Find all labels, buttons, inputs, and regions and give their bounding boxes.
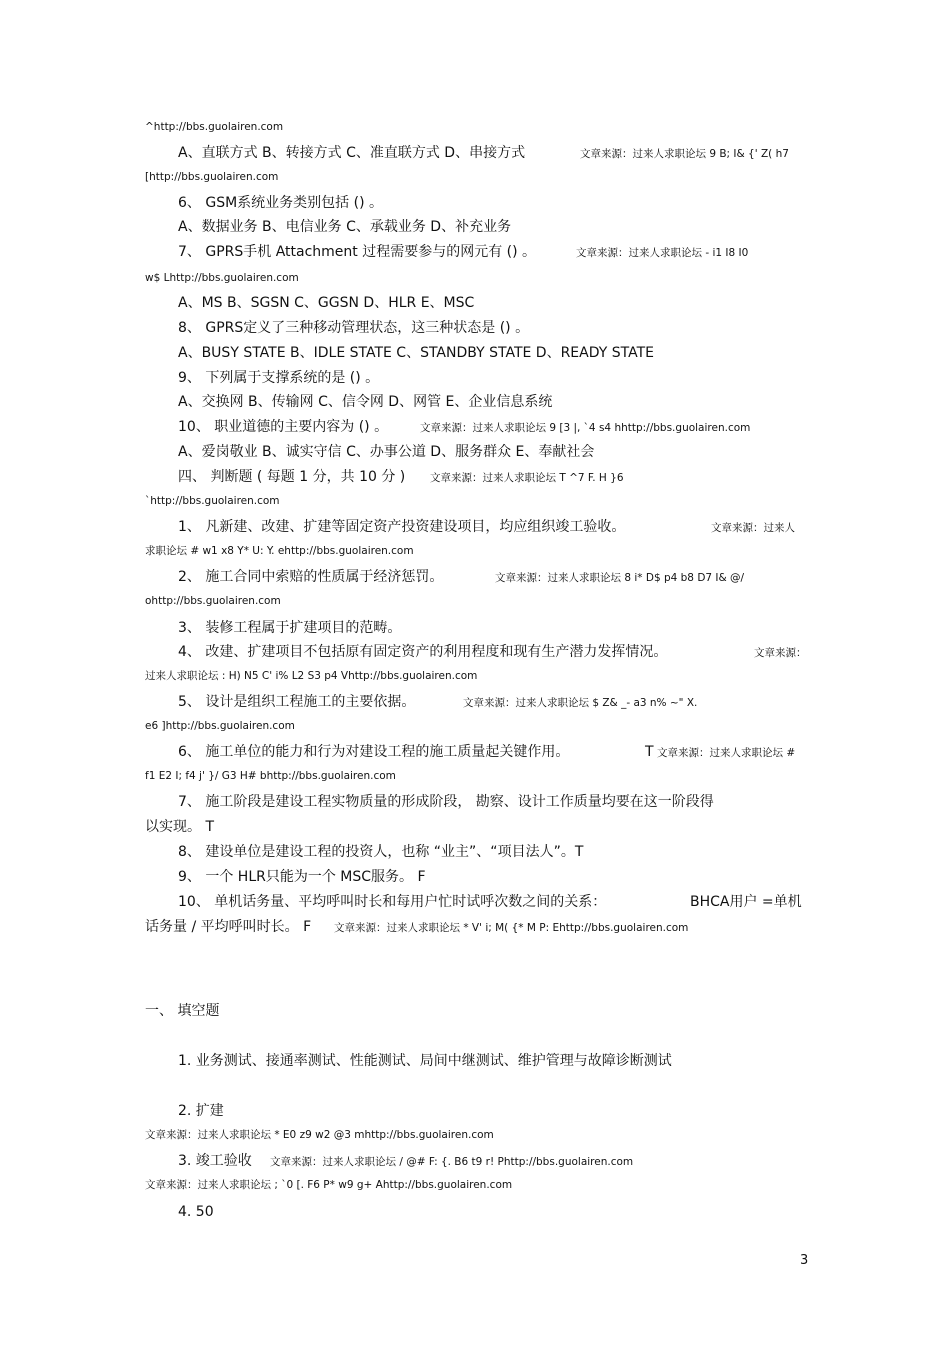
source-url: e6 ]http://bbs.guolairen.com xyxy=(145,720,295,732)
source-note: 文章来源：过来人求职论坛 - i1 I8 I0 xyxy=(576,247,749,259)
answer-line: 4. 50 xyxy=(178,1204,214,1220)
answer-line: 3. 竣工验收 xyxy=(178,1153,252,1169)
option-line: A、交换网 B、传输网 C、信令网 D、网管 E、企业信息系统 xyxy=(178,394,553,410)
question-line: 6、 GSM系统业务类别包括 () 。 xyxy=(178,195,383,211)
source-note: 文章来源：过来人求职论坛 T ^7 F. H }6 xyxy=(430,472,624,484)
statement-line: 9、 一个 HLR只能为一个 MSC服务。 F xyxy=(178,869,426,885)
source-note: 文章来源：过来人 xyxy=(711,522,795,534)
option-line: A、BUSY STATE B、IDLE STATE C、STANDBY STATE D、READY STATE xyxy=(178,345,654,361)
source-url: 求职论坛 # w1 x8 Y* U: Y. ehttp://bbs.guolairen.com xyxy=(145,545,414,557)
source-note: 文章来源：过来人求职论坛 8 i* D$ p4 b8 D7 I& @/ xyxy=(495,572,745,584)
source-note: 文章来源：过来人求职论坛 9 B; I& {' Z( h7 xyxy=(580,148,789,160)
page-number: 3 xyxy=(800,1253,809,1268)
answer-mark: T xyxy=(645,744,654,760)
source-note: 文章来源：过来人求职论坛 / @# F: {. B6 t9 r! Phttp://bbs.guolairen.com xyxy=(270,1156,634,1168)
statement-line: 4、 改建、扩建项目不包括原有固定资产的利用程度和现有生产潜力发挥情况。 xyxy=(178,644,668,660)
source-url: ^http://bbs.guolairen.com xyxy=(145,121,284,133)
statement-line: 5、 设计是组织工程施工的主要依据。 xyxy=(178,694,416,710)
source-note: 文章来源：过来人求职论坛 9 [3 |, `4 s4 hhttp://bbs.guolairen.com xyxy=(420,422,751,434)
question-line: 10、 职业道德的主要内容为 () 。 xyxy=(178,419,389,435)
statement-line: 8、 建设单位是建设工程的投资人，也称 “业主”、“项目法人”。T xyxy=(178,844,584,860)
question-line: 8、 GPRS定义了三种移动管理状态，这三种状态是 () 。 xyxy=(178,320,530,336)
source-url: w$ Lhttp://bbs.guolairen.com xyxy=(145,272,299,284)
source-note: 文章来源：过来人求职论坛 ; `0 [. F6 P* w9 g+ Ahttp://bbs.guolairen.com xyxy=(145,1179,513,1191)
answer-line: 2. 扩建 xyxy=(178,1103,224,1119)
source-url: 过来人求职论坛 : H) N5 C' i% L2 S3 p4 Vhttp://bbs.guolairen.com xyxy=(145,670,478,682)
source-url: f1 E2 I; f4 j' }/ G3 H# bhttp://bbs.guolairen.com xyxy=(145,770,396,782)
option-line: A、直联方式 B、转接方式 C、准直联方式 D、串接方式 xyxy=(178,145,526,161)
source-url: `http://bbs.guolairen.com xyxy=(145,495,280,507)
question-line: 9、 下列属于支撑系统的是 () 。 xyxy=(178,370,380,386)
statement-line: 2、 施工合同中索赔的性质属于经济惩罚。 xyxy=(178,569,444,585)
option-line: A、MS B、SGSN C、GGSN D、HLR E、MSC xyxy=(178,295,475,311)
answer-line: 1. 业务测试、接通率测试、性能测试、局间中继测试、维护管理与故障诊断测试 xyxy=(178,1053,672,1069)
source-url: ohttp://bbs.guolairen.com xyxy=(145,595,281,607)
statement-line: 10、 单机话务量、平均呼叫时长和每用户忙时试呼次数之间的关系： xyxy=(178,894,607,910)
source-note: 文章来源： xyxy=(754,647,807,659)
source-url: [http://bbs.guolairen.com xyxy=(145,171,279,183)
option-line: A、爱岗敬业 B、诚实守信 C、办事公道 D、服务群众 E、奉献社会 xyxy=(178,444,595,460)
section-heading: 四、 判断题 ( 每题 1 分，共 10 分 ) xyxy=(178,469,406,485)
source-note: 文章来源：过来人求职论坛 $ Z& _- a3 n% ~" X. xyxy=(463,697,698,709)
source-note: 文章来源：过来人求职论坛 * E0 z9 w2 @3 mhttp://bbs.guolairen.com xyxy=(145,1129,494,1141)
statement-line: BHCA用户 =单机 xyxy=(690,894,802,910)
section-heading: 一、 填空题 xyxy=(145,1003,220,1019)
source-note: 文章来源：过来人求职论坛 # xyxy=(657,747,796,759)
statement-line: 7、 施工阶段是建设工程实物质量的形成阶段， 勘察、设计工作质量均要在这一阶段得 xyxy=(178,794,714,810)
option-line: A、数据业务 B、电信业务 C、承载业务 D、补充业务 xyxy=(178,219,512,235)
question-line: 7、 GPRS手机 Attachment 过程需要参与的网元有 () 。 xyxy=(178,244,537,260)
statement-line: 话务量 / 平均呼叫时长。 F xyxy=(145,919,312,935)
source-note: 文章来源：过来人求职论坛 * V' i; M( {* M P: Ehttp://bbs.guolairen.com xyxy=(334,922,689,934)
statement-line: 6、 施工单位的能力和行为对建设工程的施工质量起关键作用。 xyxy=(178,744,570,760)
statement-line: 以实现。 T xyxy=(145,819,215,835)
statement-line: 3、 装修工程属于扩建项目的范畴。 xyxy=(178,620,402,636)
statement-line: 1、 凡新建、改建、扩建等固定资产投资建设项目，均应组织竣工验收。 xyxy=(178,519,626,535)
